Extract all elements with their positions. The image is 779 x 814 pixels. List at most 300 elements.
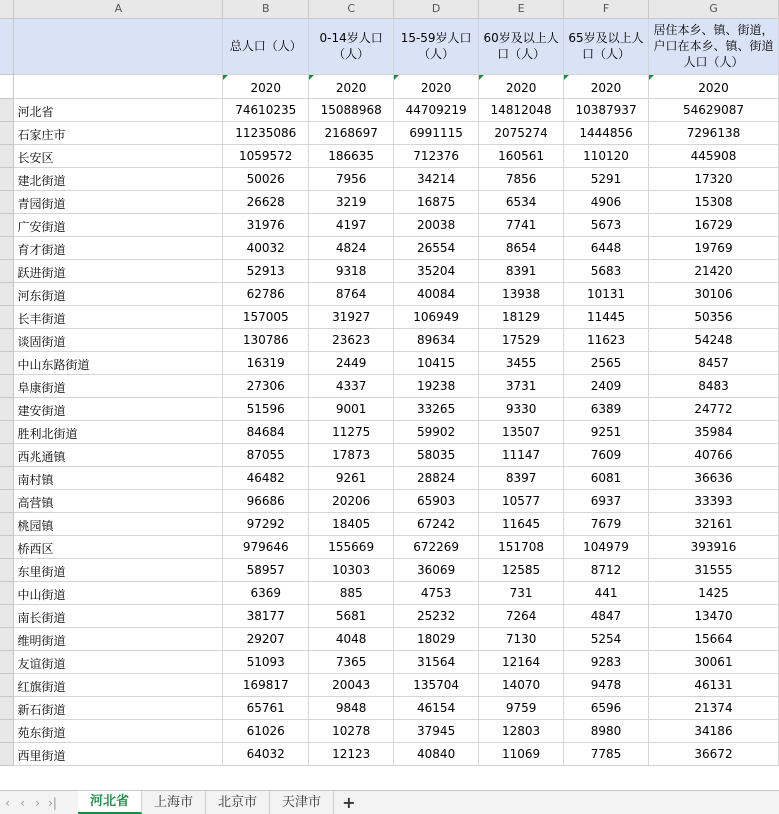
value-cell[interactable]: 54629087 [649,98,779,121]
value-cell[interactable]: 7296138 [649,121,779,144]
year-cell[interactable] [479,74,564,98]
value-cell[interactable]: 16729 [649,213,779,236]
row-number[interactable] [0,535,14,558]
row-number[interactable] [0,558,14,581]
year-row [0,74,779,98]
value-cell[interactable]: 97292 [223,512,309,535]
column-header-b[interactable]: B [223,0,309,18]
first-sheet-icon[interactable]: ‹ [5,795,10,810]
region-name-cell[interactable]: 长安区 [14,144,223,167]
value-cell[interactable]: 34186 [649,719,779,742]
value-cell[interactable]: 110120 [564,144,649,167]
value-cell[interactable]: 35204 [394,259,479,282]
value-cell[interactable]: 62786 [223,282,309,305]
value-cell[interactable]: 32161 [649,512,779,535]
value-cell[interactable]: 1425 [649,581,779,604]
value-cell[interactable]: 2409 [564,374,649,397]
value-cell[interactable]: 712376 [394,144,479,167]
value-cell[interactable]: 885 [309,581,394,604]
year-value: 2020 [335,80,367,95]
value-cell[interactable]: 130786 [223,328,309,351]
value-cell[interactable]: 9848 [309,696,394,719]
value-cell[interactable]: 7609 [564,443,649,466]
table-row [0,397,779,420]
value-cell[interactable]: 54248 [649,328,779,351]
region-name-cell[interactable]: 南长街道 [14,604,223,627]
value-cell[interactable]: 10303 [309,558,394,581]
column-header-c[interactable]: C [309,0,394,18]
value-cell[interactable]: 8712 [564,558,649,581]
value-cell[interactable]: 6389 [564,397,649,420]
value-cell[interactable]: 11645 [479,512,564,535]
value-cell[interactable]: 9261 [309,466,394,489]
value-cell[interactable]: 155669 [309,535,394,558]
row-number[interactable] [0,742,14,765]
value-cell[interactable]: 8483 [649,374,779,397]
value-cell[interactable]: 58957 [223,558,309,581]
header-cell[interactable]: 总人口（人） [223,18,309,74]
value-cell[interactable]: 169817 [223,673,309,696]
header-cell[interactable] [14,18,223,74]
row-number[interactable] [0,282,14,305]
row-number[interactable] [0,627,14,650]
value-cell[interactable]: 5291 [564,167,649,190]
value-cell[interactable]: 14812048 [479,98,564,121]
value-cell[interactable]: 36069 [394,558,479,581]
last-sheet-icon[interactable]: ›| [48,795,57,810]
value-cell[interactable]: 10387937 [564,98,649,121]
value-cell[interactable]: 2565 [564,351,649,374]
row-number[interactable] [0,673,14,696]
table-row [0,535,779,558]
table-row [0,489,779,512]
column-header-a[interactable]: A [14,0,223,18]
row-number[interactable] [0,167,14,190]
comment-marker [394,75,399,80]
value-cell[interactable]: 40032 [223,236,309,259]
table-row [0,374,779,397]
value-cell[interactable]: 10577 [479,489,564,512]
value-cell[interactable]: 445908 [649,144,779,167]
value-cell[interactable]: 8764 [309,282,394,305]
value-cell[interactable]: 8397 [479,466,564,489]
region-name-cell[interactable]: 新石街道 [14,696,223,719]
region-name-cell[interactable]: 建北街道 [14,167,223,190]
value-cell[interactable]: 67242 [394,512,479,535]
value-cell[interactable]: 20038 [394,213,479,236]
value-cell[interactable]: 31564 [394,650,479,673]
row-number[interactable] [0,305,14,328]
year-value: 2020 [590,80,622,95]
header-cell[interactable]: 60岁及以上人口（人） [479,18,564,74]
region-name-cell[interactable]: 谈固街道 [14,328,223,351]
row-number[interactable] [0,489,14,512]
region-name-cell[interactable]: 河东街道 [14,282,223,305]
header-cell[interactable]: 65岁及以上人口（人） [564,18,649,74]
value-cell[interactable]: 51596 [223,397,309,420]
value-cell[interactable]: 6991115 [394,121,479,144]
year-cell[interactable] [564,74,649,98]
value-cell[interactable]: 31976 [223,213,309,236]
value-cell[interactable]: 74610235 [223,98,309,121]
row-number[interactable] [0,443,14,466]
table-row [0,144,779,167]
value-cell[interactable]: 34214 [394,167,479,190]
table-row [0,558,779,581]
year-cell[interactable] [309,74,394,98]
value-cell[interactable]: 18129 [479,305,564,328]
value-cell[interactable]: 31927 [309,305,394,328]
value-cell[interactable]: 59902 [394,420,479,443]
value-cell[interactable]: 7956 [309,167,394,190]
year-cell[interactable] [14,74,223,98]
table-row [0,604,779,627]
value-cell[interactable]: 40084 [394,282,479,305]
row-number[interactable] [0,397,14,420]
value-cell[interactable]: 10278 [309,719,394,742]
table-row [0,719,779,742]
value-cell[interactable]: 8654 [479,236,564,259]
value-cell[interactable]: 38177 [223,604,309,627]
tab-beijing[interactable]: 北京市 [206,791,270,814]
value-cell[interactable]: 27306 [223,374,309,397]
value-cell[interactable]: 10131 [564,282,649,305]
value-cell[interactable]: 8980 [564,719,649,742]
value-cell[interactable]: 16319 [223,351,309,374]
value-cell[interactable]: 151708 [479,535,564,558]
value-cell[interactable]: 6448 [564,236,649,259]
value-cell[interactable]: 9318 [309,259,394,282]
row-number[interactable] [0,604,14,627]
comment-marker [564,75,569,80]
value-cell[interactable]: 12164 [479,650,564,673]
row-number[interactable] [0,74,14,98]
table-row [0,305,779,328]
value-cell[interactable]: 15664 [649,627,779,650]
table-row [0,167,779,190]
sheet-tab-bar [0,790,779,814]
value-cell[interactable]: 18029 [394,627,479,650]
region-name-cell[interactable]: 高营镇 [14,489,223,512]
value-cell[interactable]: 441 [564,581,649,604]
region-name-cell[interactable]: 河北省 [14,98,223,121]
value-cell[interactable]: 31555 [649,558,779,581]
value-cell[interactable]: 1059572 [223,144,309,167]
table-row [0,236,779,259]
value-cell[interactable]: 15308 [649,190,779,213]
value-cell[interactable]: 61026 [223,719,309,742]
value-cell[interactable]: 2075274 [479,121,564,144]
header-cell[interactable]: 15-59岁人口（人） [394,18,479,74]
row-number[interactable] [0,374,14,397]
value-cell[interactable]: 2168697 [309,121,394,144]
value-cell[interactable]: 5673 [564,213,649,236]
value-cell[interactable]: 1444856 [564,121,649,144]
value-cell[interactable]: 4824 [309,236,394,259]
value-cell[interactable]: 8457 [649,351,779,374]
value-cell[interactable]: 30061 [649,650,779,673]
value-cell[interactable]: 4906 [564,190,649,213]
value-cell[interactable]: 87055 [223,443,309,466]
row-number[interactable] [0,328,14,351]
value-cell[interactable]: 8391 [479,259,564,282]
row-number[interactable] [0,121,14,144]
table-row [0,742,779,765]
value-cell[interactable]: 672269 [394,535,479,558]
row-number[interactable] [0,351,14,374]
value-cell[interactable]: 5681 [309,604,394,627]
value-cell[interactable]: 3731 [479,374,564,397]
value-cell[interactable]: 11623 [564,328,649,351]
row-number[interactable] [0,512,14,535]
column-header-d[interactable]: D [394,0,479,18]
region-name-cell[interactable]: 维明街道 [14,627,223,650]
table-row [0,259,779,282]
table-row [0,443,779,466]
next-sheet-icon[interactable]: › [35,795,40,810]
value-cell[interactable]: 65761 [223,696,309,719]
value-cell[interactable]: 731 [479,581,564,604]
header-cell[interactable]: 0-14岁人口（人） [309,18,394,74]
value-cell[interactable]: 29207 [223,627,309,650]
value-cell[interactable]: 37945 [394,719,479,742]
value-cell[interactable]: 33393 [649,489,779,512]
region-name-cell[interactable]: 西里街道 [14,742,223,765]
row-number[interactable] [0,236,14,259]
value-cell[interactable]: 11147 [479,443,564,466]
value-cell[interactable]: 979646 [223,535,309,558]
value-cell[interactable]: 186635 [309,144,394,167]
value-cell[interactable]: 4048 [309,627,394,650]
value-cell[interactable]: 5683 [564,259,649,282]
value-cell[interactable]: 9001 [309,397,394,420]
table-row [0,466,779,489]
row-number[interactable] [0,420,14,443]
value-cell[interactable]: 13470 [649,604,779,627]
region-name-cell[interactable]: 南村镇 [14,466,223,489]
select-all-corner[interactable] [0,0,14,18]
value-cell[interactable]: 19238 [394,374,479,397]
value-cell[interactable]: 50356 [649,305,779,328]
value-cell[interactable]: 9759 [479,696,564,719]
value-cell[interactable]: 44709219 [394,98,479,121]
tab-hebei[interactable]: 河北省 [78,791,142,814]
year-cell[interactable] [649,74,779,98]
table-row [0,512,779,535]
value-cell[interactable]: 7856 [479,167,564,190]
value-cell[interactable]: 46131 [649,673,779,696]
value-cell[interactable]: 9283 [564,650,649,673]
row-number[interactable] [0,213,14,236]
value-cell[interactable]: 40766 [649,443,779,466]
value-cell[interactable]: 46154 [394,696,479,719]
value-cell[interactable]: 51093 [223,650,309,673]
prev-sheet-icon[interactable]: ‹ [20,795,25,810]
row-number[interactable] [0,144,14,167]
value-cell[interactable]: 6937 [564,489,649,512]
value-cell[interactable]: 10415 [394,351,479,374]
value-cell[interactable]: 3455 [479,351,564,374]
value-cell[interactable]: 9251 [564,420,649,443]
value-cell[interactable]: 6369 [223,581,309,604]
value-cell[interactable]: 64032 [223,742,309,765]
value-cell[interactable]: 17529 [479,328,564,351]
value-cell[interactable]: 21374 [649,696,779,719]
value-cell[interactable]: 12123 [309,742,394,765]
value-cell[interactable]: 4847 [564,604,649,627]
region-name-cell[interactable]: 桃园镇 [14,512,223,535]
value-cell[interactable]: 96686 [223,489,309,512]
column-header-row [0,0,779,18]
region-name-cell[interactable]: 青园街道 [14,190,223,213]
value-cell[interactable]: 36636 [649,466,779,489]
value-cell[interactable]: 7785 [564,742,649,765]
value-cell[interactable]: 6534 [479,190,564,213]
value-cell[interactable]: 20206 [309,489,394,512]
value-cell[interactable]: 11275 [309,420,394,443]
region-name-cell[interactable]: 东里街道 [14,558,223,581]
value-cell[interactable]: 40840 [394,742,479,765]
tab-shanghai[interactable]: 上海市 [142,791,206,814]
value-cell[interactable]: 19769 [649,236,779,259]
value-cell[interactable]: 26628 [223,190,309,213]
value-cell[interactable]: 9478 [564,673,649,696]
year-value: 2020 [250,80,281,95]
value-cell[interactable]: 7741 [479,213,564,236]
value-cell[interactable]: 33265 [394,397,479,420]
tab-tianjin[interactable]: 天津市 [270,791,334,814]
value-cell[interactable]: 11445 [564,305,649,328]
value-cell[interactable]: 16875 [394,190,479,213]
value-cell[interactable]: 4753 [394,581,479,604]
table-row [0,98,779,121]
comment-marker [309,75,314,80]
value-cell[interactable]: 50026 [223,167,309,190]
value-cell[interactable]: 84684 [223,420,309,443]
value-cell[interactable]: 106949 [394,305,479,328]
value-cell[interactable]: 13938 [479,282,564,305]
value-cell[interactable]: 135704 [394,673,479,696]
column-header-f[interactable]: F [564,0,649,18]
column-header-e[interactable]: E [479,0,564,18]
year-value: 2020 [420,80,452,95]
row-number[interactable] [0,190,14,213]
value-cell[interactable]: 12803 [479,719,564,742]
region-name-cell[interactable]: 胜利北街道 [14,420,223,443]
value-cell[interactable]: 157005 [223,305,309,328]
region-name-cell[interactable]: 中山街道 [14,581,223,604]
row-number[interactable] [0,650,14,673]
region-name-cell[interactable]: 苑东街道 [14,719,223,742]
region-name-cell[interactable]: 中山东路街道 [14,351,223,374]
table-row [0,581,779,604]
region-name-cell[interactable]: 桥西区 [14,535,223,558]
value-cell[interactable]: 7679 [564,512,649,535]
value-cell[interactable]: 7365 [309,650,394,673]
value-cell[interactable]: 11235086 [223,121,309,144]
value-cell[interactable]: 2449 [309,351,394,374]
value-cell[interactable]: 65903 [394,489,479,512]
table-row [0,121,779,144]
table-row [0,696,779,719]
comment-marker [223,75,228,80]
value-cell[interactable]: 3219 [309,190,394,213]
header-cell[interactable]: 居住本乡、镇、街道，户口在本乡、镇、街道人口（人） [649,18,779,74]
add-sheet-button[interactable]: + [342,793,356,812]
column-header-g[interactable]: G [649,0,779,18]
value-cell[interactable]: 6596 [564,696,649,719]
table-row [0,213,779,236]
region-name-cell[interactable]: 跃进街道 [14,259,223,282]
value-cell[interactable]: 6081 [564,466,649,489]
value-cell[interactable]: 89634 [394,328,479,351]
value-cell[interactable]: 15088968 [309,98,394,121]
year-cell[interactable] [223,74,309,98]
region-name-cell[interactable]: 红旗街道 [14,673,223,696]
year-value: 2020 [698,80,729,95]
row-number[interactable] [0,581,14,604]
value-cell[interactable]: 4197 [309,213,394,236]
value-cell[interactable]: 7264 [479,604,564,627]
value-cell[interactable]: 46482 [223,466,309,489]
value-cell[interactable]: 17873 [309,443,394,466]
value-cell[interactable]: 17320 [649,167,779,190]
value-cell[interactable]: 18405 [309,512,394,535]
value-cell[interactable]: 5254 [564,627,649,650]
value-cell[interactable]: 20043 [309,673,394,696]
region-name-cell[interactable]: 阜康街道 [14,374,223,397]
value-cell[interactable]: 11069 [479,742,564,765]
row-number[interactable] [0,98,14,121]
region-name-cell[interactable]: 广安街道 [14,213,223,236]
value-cell[interactable]: 21420 [649,259,779,282]
value-cell[interactable]: 12585 [479,558,564,581]
value-cell[interactable]: 52913 [223,259,309,282]
region-name-cell[interactable]: 育才街道 [14,236,223,259]
value-cell[interactable]: 14070 [479,673,564,696]
row-number[interactable] [0,259,14,282]
value-cell[interactable]: 36672 [649,742,779,765]
table-row [0,351,779,374]
value-cell[interactable]: 26554 [394,236,479,259]
row-number[interactable] [0,18,14,74]
value-cell[interactable]: 160561 [479,144,564,167]
region-name-cell[interactable]: 西兆通镇 [14,443,223,466]
value-cell[interactable]: 9330 [479,397,564,420]
value-cell[interactable]: 25232 [394,604,479,627]
value-cell[interactable]: 35984 [649,420,779,443]
value-cell[interactable]: 24772 [649,397,779,420]
value-cell[interactable]: 393916 [649,535,779,558]
row-number[interactable] [0,719,14,742]
value-cell[interactable]: 4337 [309,374,394,397]
value-cell[interactable]: 13507 [479,420,564,443]
value-cell[interactable]: 7130 [479,627,564,650]
value-cell[interactable]: 30106 [649,282,779,305]
table-row [0,673,779,696]
region-name-cell[interactable]: 石家庄市 [14,121,223,144]
year-cell[interactable] [394,74,479,98]
value-cell[interactable]: 104979 [564,535,649,558]
row-number[interactable] [0,696,14,719]
region-name-cell[interactable]: 长丰街道 [14,305,223,328]
value-cell[interactable]: 28824 [394,466,479,489]
value-cell[interactable]: 23623 [309,328,394,351]
value-cell[interactable]: 58035 [394,443,479,466]
region-name-cell[interactable]: 友谊街道 [14,650,223,673]
region-name-cell[interactable]: 建安街道 [14,397,223,420]
row-number[interactable] [0,466,14,489]
